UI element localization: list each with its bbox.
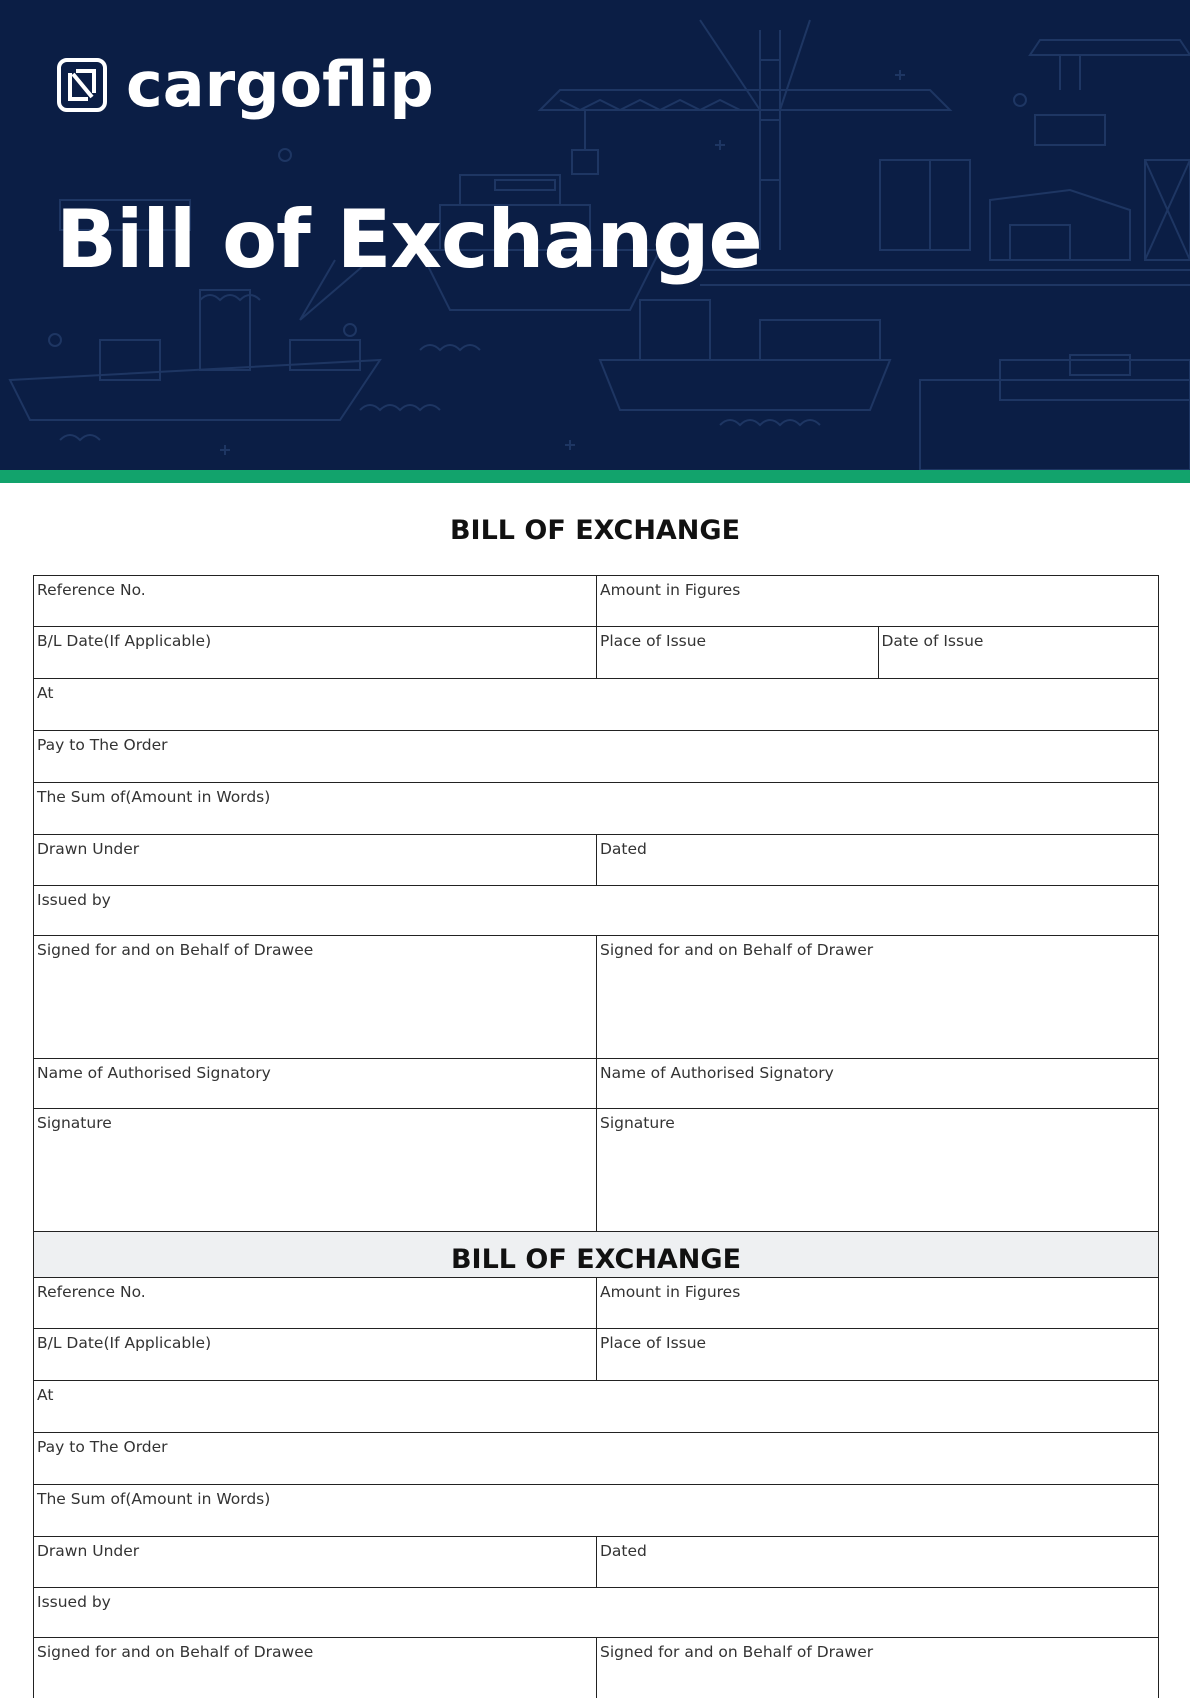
pay-to-order-field[interactable]: Pay to The Order <box>37 736 168 754</box>
form-row <box>34 627 1158 679</box>
form-row <box>34 1433 1158 1485</box>
form-row <box>34 731 1158 783</box>
document-heading: BILL OF EXCHANGE <box>449 515 741 546</box>
issued-by-field[interactable]: Issued by <box>37 891 111 909</box>
form-row <box>34 1059 1158 1109</box>
drawn-under-field[interactable]: Drawn Under <box>37 840 140 858</box>
reference-no-field[interactable]: Reference No. <box>37 581 146 599</box>
at-field[interactable]: At <box>37 684 54 702</box>
form-row <box>34 679 1158 731</box>
form-row <box>34 1109 1158 1232</box>
signed-drawee-field-2[interactable]: Signed for and on Behalf of Drawee <box>37 1643 314 1661</box>
amount-in-figures-field[interactable]: Amount in Figures <box>596 576 1158 626</box>
cargoflip-logo-icon <box>56 57 108 113</box>
accent-divider <box>0 470 1190 483</box>
banner-title: Bill of Exchange <box>56 193 762 286</box>
second-form-heading: BILL OF EXCHANGE <box>34 1232 1158 1277</box>
reference-no-field-2[interactable]: Reference No. <box>37 1283 146 1301</box>
form-row <box>34 1329 1158 1381</box>
drawn-under-field-2[interactable]: Drawn Under <box>37 1542 140 1560</box>
sum-in-words-field[interactable]: The Sum of(Amount in Words) <box>37 788 271 806</box>
amount-in-figures-field-2[interactable]: Amount in Figures <box>596 1278 1158 1328</box>
form-row <box>34 1537 1158 1588</box>
form-row <box>34 1485 1158 1537</box>
dated-field[interactable]: Dated <box>596 835 1158 885</box>
signed-drawer-field-2[interactable]: Signed for and on Behalf of Drawer <box>596 1638 1158 1698</box>
banner <box>0 0 1190 470</box>
place-of-issue-field[interactable]: Place of Issue <box>596 627 878 678</box>
issued-by-field-2[interactable]: Issued by <box>37 1593 111 1611</box>
form-row <box>34 1232 1158 1278</box>
form-row <box>34 783 1158 835</box>
signed-drawee-field[interactable]: Signed for and on Behalf of Drawee <box>37 941 314 959</box>
form-row <box>34 1278 1158 1329</box>
brand-logo <box>56 50 434 120</box>
signed-drawer-field[interactable]: Signed for and on Behalf of Drawer <box>596 936 1158 1058</box>
place-of-issue-field-2[interactable]: Place of Issue <box>596 1329 1158 1380</box>
form-row <box>34 886 1158 936</box>
form-row <box>34 835 1158 886</box>
drawee-signature-field[interactable]: Signature <box>37 1114 112 1132</box>
bl-date-field[interactable]: B/L Date(If Applicable) <box>37 632 212 650</box>
form-row <box>34 1381 1158 1433</box>
dated-field-2[interactable]: Dated <box>596 1537 1158 1587</box>
pay-to-order-field-2[interactable]: Pay to The Order <box>37 1438 168 1456</box>
drawer-signatory-name-field[interactable]: Name of Authorised Signatory <box>596 1059 1158 1108</box>
form-row <box>34 1588 1158 1638</box>
form-row <box>34 576 1158 627</box>
date-of-issue-field[interactable]: Date of Issue <box>878 627 1159 678</box>
form-row <box>34 936 1158 1059</box>
brand-name: cargoflip <box>126 48 434 121</box>
at-field-2[interactable]: At <box>37 1386 54 1404</box>
form-row <box>34 1638 1158 1698</box>
drawee-signatory-name-field[interactable]: Name of Authorised Signatory <box>37 1064 271 1082</box>
bill-of-exchange-form <box>33 575 1159 1698</box>
sum-in-words-field-2[interactable]: The Sum of(Amount in Words) <box>37 1490 271 1508</box>
bl-date-field-2[interactable]: B/L Date(If Applicable) <box>37 1334 212 1352</box>
drawer-signature-field[interactable]: Signature <box>596 1109 1158 1231</box>
